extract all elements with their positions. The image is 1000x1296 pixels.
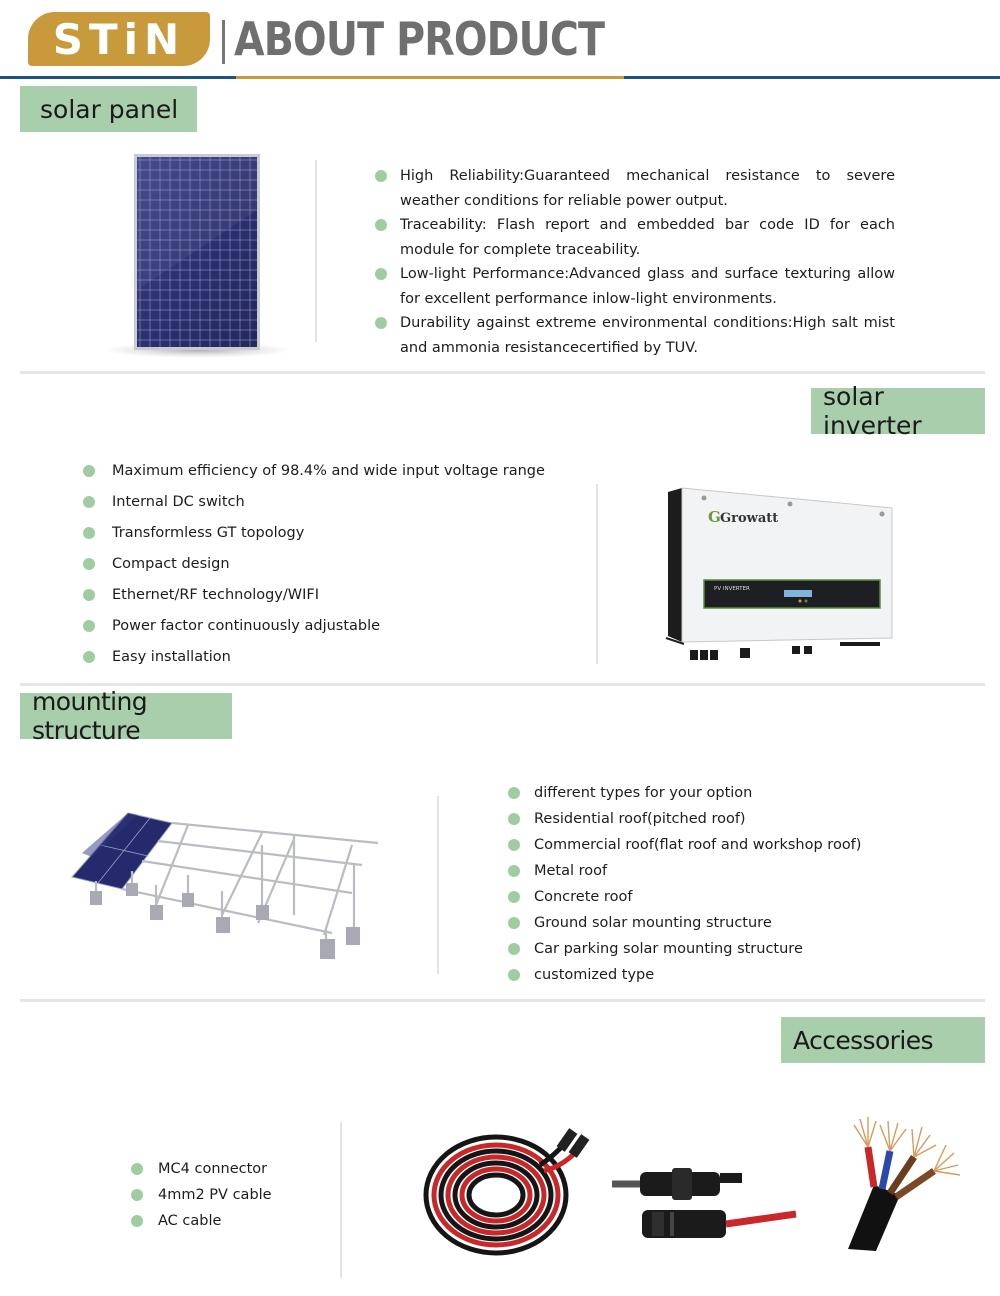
bullet-icon [508, 969, 520, 981]
bullet-icon [83, 589, 95, 601]
svg-text:G: G [708, 508, 721, 526]
bullet-icon [375, 170, 387, 182]
list-item: MC4 connector [131, 1156, 272, 1182]
section-tag-solar-inverter [811, 382, 985, 440]
bullet-icon [83, 651, 95, 663]
section-title-solar-panel: solar panel [40, 94, 179, 124]
list-item: Power factor continuously adjustable [83, 610, 545, 641]
bullet-icon [131, 1189, 143, 1201]
list-item: different types for your option [508, 780, 861, 806]
bullet-icon [131, 1215, 143, 1227]
list-item: 4mm2 PV cable [131, 1182, 272, 1208]
section-tag-solar-panel [20, 86, 197, 132]
list-item: Car parking solar mounting structure [508, 936, 861, 962]
brand-logo-text: STiN [52, 14, 186, 64]
mounting-structure-image [62, 805, 384, 971]
bullet-icon [508, 943, 520, 955]
header-divider [222, 20, 225, 64]
pv-cable-image [420, 1125, 592, 1259]
section-divider [20, 999, 985, 1002]
list-item: Compact design [83, 548, 545, 579]
solar-panel-image [100, 150, 300, 368]
list-item: Traceability: Flash report and embedded bar code ID for each module for complete traceability. [375, 213, 895, 262]
bullet-icon [508, 839, 520, 851]
bullet-icon [83, 558, 95, 570]
list-item: Ground solar mounting structure [508, 910, 861, 936]
bullet-icon [375, 317, 387, 329]
section-tag-mounting-structure [20, 687, 232, 745]
list-item: Ethernet/RF technology/WIFI [83, 579, 545, 610]
ac-cable-image [830, 1117, 962, 1253]
list-item: Residential roof(pitched roof) [508, 806, 861, 832]
inverter-display-label: PV INVERTER [714, 586, 750, 592]
list-item: Durability against extreme environmental conditions:High salt mist and ammonia resistancecertified by TUV. [375, 311, 895, 360]
section-divider [20, 683, 985, 686]
inverter-brand-label: Growatt [720, 511, 779, 526]
bullet-icon [83, 527, 95, 539]
list-item: Concrete roof [508, 884, 861, 910]
bullet-icon [508, 787, 520, 799]
list-item: Transformless GT topology [83, 517, 545, 548]
bullet-icon [508, 813, 520, 825]
mounting-structure-divider [437, 796, 439, 974]
list-item: Internal DC switch [83, 486, 545, 517]
mc4-connector-image [612, 1150, 798, 1260]
accessories-list [131, 1156, 272, 1234]
list-item: High Reliability:Guaranteed mechanical resistance to severe weather conditions for reliable power output. [375, 164, 895, 213]
section-title-mounting-structure: mounting structure [32, 687, 147, 745]
bullet-icon [508, 865, 520, 877]
page-title: ABOUT PRODUCT [234, 12, 605, 66]
bullet-icon [508, 917, 520, 929]
solar-panel-features [375, 164, 895, 360]
bullet-icon [83, 620, 95, 632]
list-item: Low-light Performance:Advanced glass and surface texturing allow for excellent performance inlow-light environments. [375, 262, 895, 311]
bullet-icon [375, 268, 387, 280]
section-title-solar-inverter: solar inverter [823, 382, 922, 440]
section-title-accessories: Accessories [793, 1025, 933, 1055]
bullet-icon [131, 1163, 143, 1175]
bullet-icon [83, 496, 95, 508]
list-item: Easy installation [83, 641, 545, 672]
solar-inverter-features [83, 455, 545, 672]
bullet-icon [375, 219, 387, 231]
list-item: Maximum efficiency of 98.4% and wide input voltage range [83, 455, 545, 486]
solar-inverter-divider [596, 484, 598, 664]
section-divider [20, 371, 985, 374]
list-item: Metal roof [508, 858, 861, 884]
bullet-icon [83, 465, 95, 477]
section-tag-accessories [781, 1017, 985, 1063]
bullet-icon [508, 891, 520, 903]
list-item: AC cable [131, 1208, 272, 1234]
accessories-divider [340, 1122, 342, 1278]
list-item: Commercial roof(flat roof and workshop roof) [508, 832, 861, 858]
mounting-structure-features [508, 780, 861, 988]
list-item: customized type [508, 962, 861, 988]
brand-logo [28, 12, 210, 66]
solar-inverter-image [660, 486, 900, 666]
solar-panel-divider [315, 160, 317, 342]
header-rule-accent [236, 76, 624, 79]
